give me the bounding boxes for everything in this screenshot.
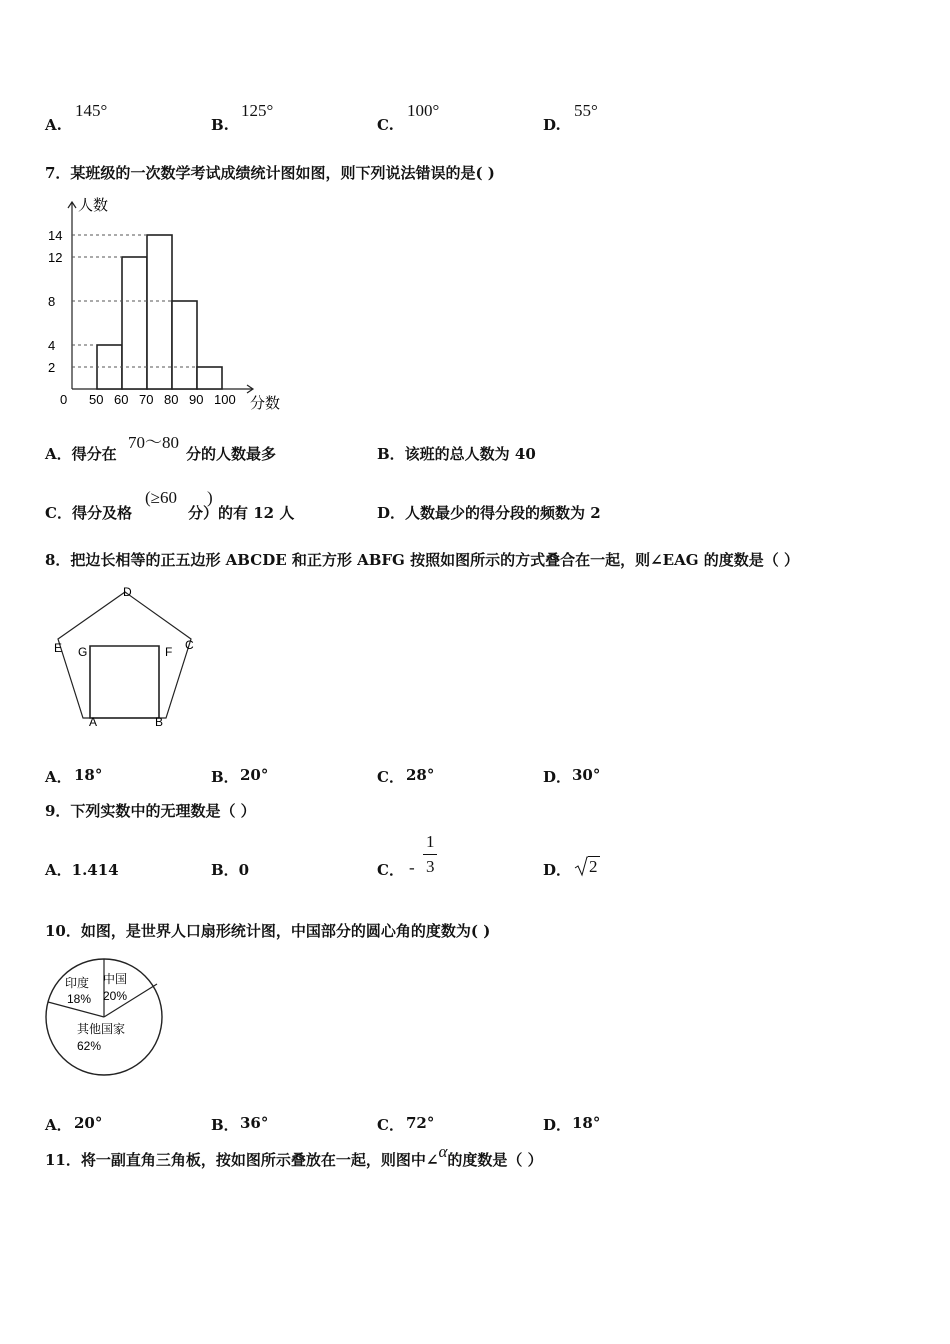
label-c: C <box>185 638 194 652</box>
x-tick-label: 50 <box>89 392 104 407</box>
q8-option-d-letter: D． <box>543 768 572 786</box>
histogram-bar <box>197 367 222 389</box>
x-tick-label: 70 <box>139 392 154 407</box>
x-tick-label: 90 <box>189 392 204 407</box>
q10-option-d-value: 18° <box>572 1114 601 1132</box>
q11-alpha: α <box>438 1142 448 1161</box>
q7-option-c-paren: ) <box>207 488 213 507</box>
q9-option-d-letter: D． <box>543 861 572 879</box>
q9-option-c-denominator: 3 <box>426 857 435 876</box>
q10-stem: 10．如图，是世界人口扇形统计图，中国部分的圆心角的度数为( ) <box>45 922 491 940</box>
q9-option-c-numerator: 1 <box>426 832 435 851</box>
pie-label-other: 其他国家 <box>77 1022 126 1036</box>
q11-stem <box>45 1142 543 1170</box>
q8-option-d-value: 30° <box>572 766 601 784</box>
y-tick-label: 8 <box>48 294 56 309</box>
q8-option-b-value: 20° <box>240 766 269 784</box>
label-g: G <box>78 645 88 659</box>
q9-option-a: A．1.414 <box>45 861 119 879</box>
q6-option-c-value: 100° <box>407 101 440 120</box>
x-tick-label: 60 <box>114 392 129 407</box>
pie-label-china: 中国 <box>103 972 128 986</box>
q7-option-d: D．人数最少的得分段的频数为 2 <box>377 504 601 522</box>
y-tick-label: 14 <box>48 228 63 243</box>
pie-percent-india: 18% <box>67 992 92 1006</box>
q8-pentagon-square-figure <box>45 580 215 735</box>
q7-option-c-math: (≥60 <box>145 488 177 507</box>
q6-option-b-letter: B. <box>211 116 229 134</box>
label-a: A <box>89 715 98 729</box>
x-axis-label: 分数 <box>250 395 281 412</box>
histogram-bar <box>147 235 172 389</box>
q6-option-d-value: 55° <box>574 101 598 120</box>
q6-option-a-letter: A. <box>45 116 62 134</box>
label-f: F <box>165 645 173 659</box>
q6-option-a-value: 145° <box>75 101 108 120</box>
q7-option-b: B．该班的总人数为 40 <box>377 445 536 463</box>
q9-option-c-sign: - <box>409 858 415 877</box>
q6-option-b-value: 125° <box>241 101 274 120</box>
pie-percent-other: 62% <box>77 1039 102 1053</box>
q9-option-b: B．0 <box>211 861 250 879</box>
q7-option-c-prefix: C．得分及格 <box>45 504 132 522</box>
label-d: D <box>123 585 132 599</box>
y-tick-label: 12 <box>48 250 63 265</box>
pie-percent-china: 20% <box>103 989 128 1003</box>
q10-option-b-letter: B． <box>211 1116 239 1134</box>
q7-option-c-suffix: 分）的有 12 人 <box>188 504 295 522</box>
q11-stem-suffix: 的度数是（ ） <box>447 1151 543 1169</box>
q8-stem: 8．把边长相等的正五边形 ABCDE 和正方形 ABFG 按照如图所示的方式叠合在一起，则∠EAG 的度数是（ ） <box>45 551 799 569</box>
x-tick-label: 0 <box>60 392 68 407</box>
label-e: E <box>54 641 63 655</box>
q6-option-c-letter: C. <box>377 116 394 134</box>
q8-option-a-letter: A． <box>45 768 72 786</box>
q10-option-b-value: 36° <box>240 1114 269 1132</box>
q10-option-d-letter: D． <box>543 1116 572 1134</box>
q11-stem-prefix: 11．将一副直角三角板，按如图所示叠放在一起，则图中∠ <box>45 1151 439 1169</box>
q7-option-a-prefix: A．得分在 <box>45 445 117 463</box>
histogram-bar <box>172 301 197 389</box>
label-b: B <box>155 715 164 729</box>
x-tick-label: 80 <box>164 392 179 407</box>
y-tick-label: 2 <box>48 360 56 375</box>
x-tick-label: 100 <box>214 392 236 407</box>
q8-option-a-value: 18° <box>74 766 103 784</box>
pie-label-india: 印度 <box>65 976 90 990</box>
sqrt-icon <box>574 855 588 877</box>
q7-stem: 7．某班级的一次数学考试成绩统计图如图，则下列说法错误的是( ) <box>45 164 495 182</box>
q7-histogram <box>40 190 300 420</box>
q9-option-d-radicand: 2 <box>589 857 598 876</box>
q10-option-c-value: 72° <box>406 1114 435 1132</box>
q10-option-a-letter: A． <box>45 1116 72 1134</box>
q7-option-a-suffix: 分的人数最多 <box>186 445 277 463</box>
q8-option-b-letter: B． <box>211 768 239 786</box>
histogram-bar <box>122 257 147 389</box>
y-tick-label: 4 <box>48 338 56 353</box>
q10-option-a-value: 20° <box>74 1114 103 1132</box>
q10-pie-chart <box>40 955 170 1085</box>
q7-option-a-math: 70～80 <box>128 433 179 452</box>
q9-stem: 9．下列实数中的无理数是（ ） <box>45 802 256 820</box>
q10-option-c-letter: C． <box>377 1116 404 1134</box>
q6-option-d-letter: D. <box>543 116 561 134</box>
q9-option-c-letter: C． <box>377 861 404 879</box>
square-abfg <box>90 646 159 718</box>
q8-option-c-letter: C． <box>377 768 404 786</box>
y-axis-label: 人数 <box>78 197 109 214</box>
q9-fraction-bar <box>423 854 437 855</box>
q8-option-c-value: 28° <box>406 766 435 784</box>
